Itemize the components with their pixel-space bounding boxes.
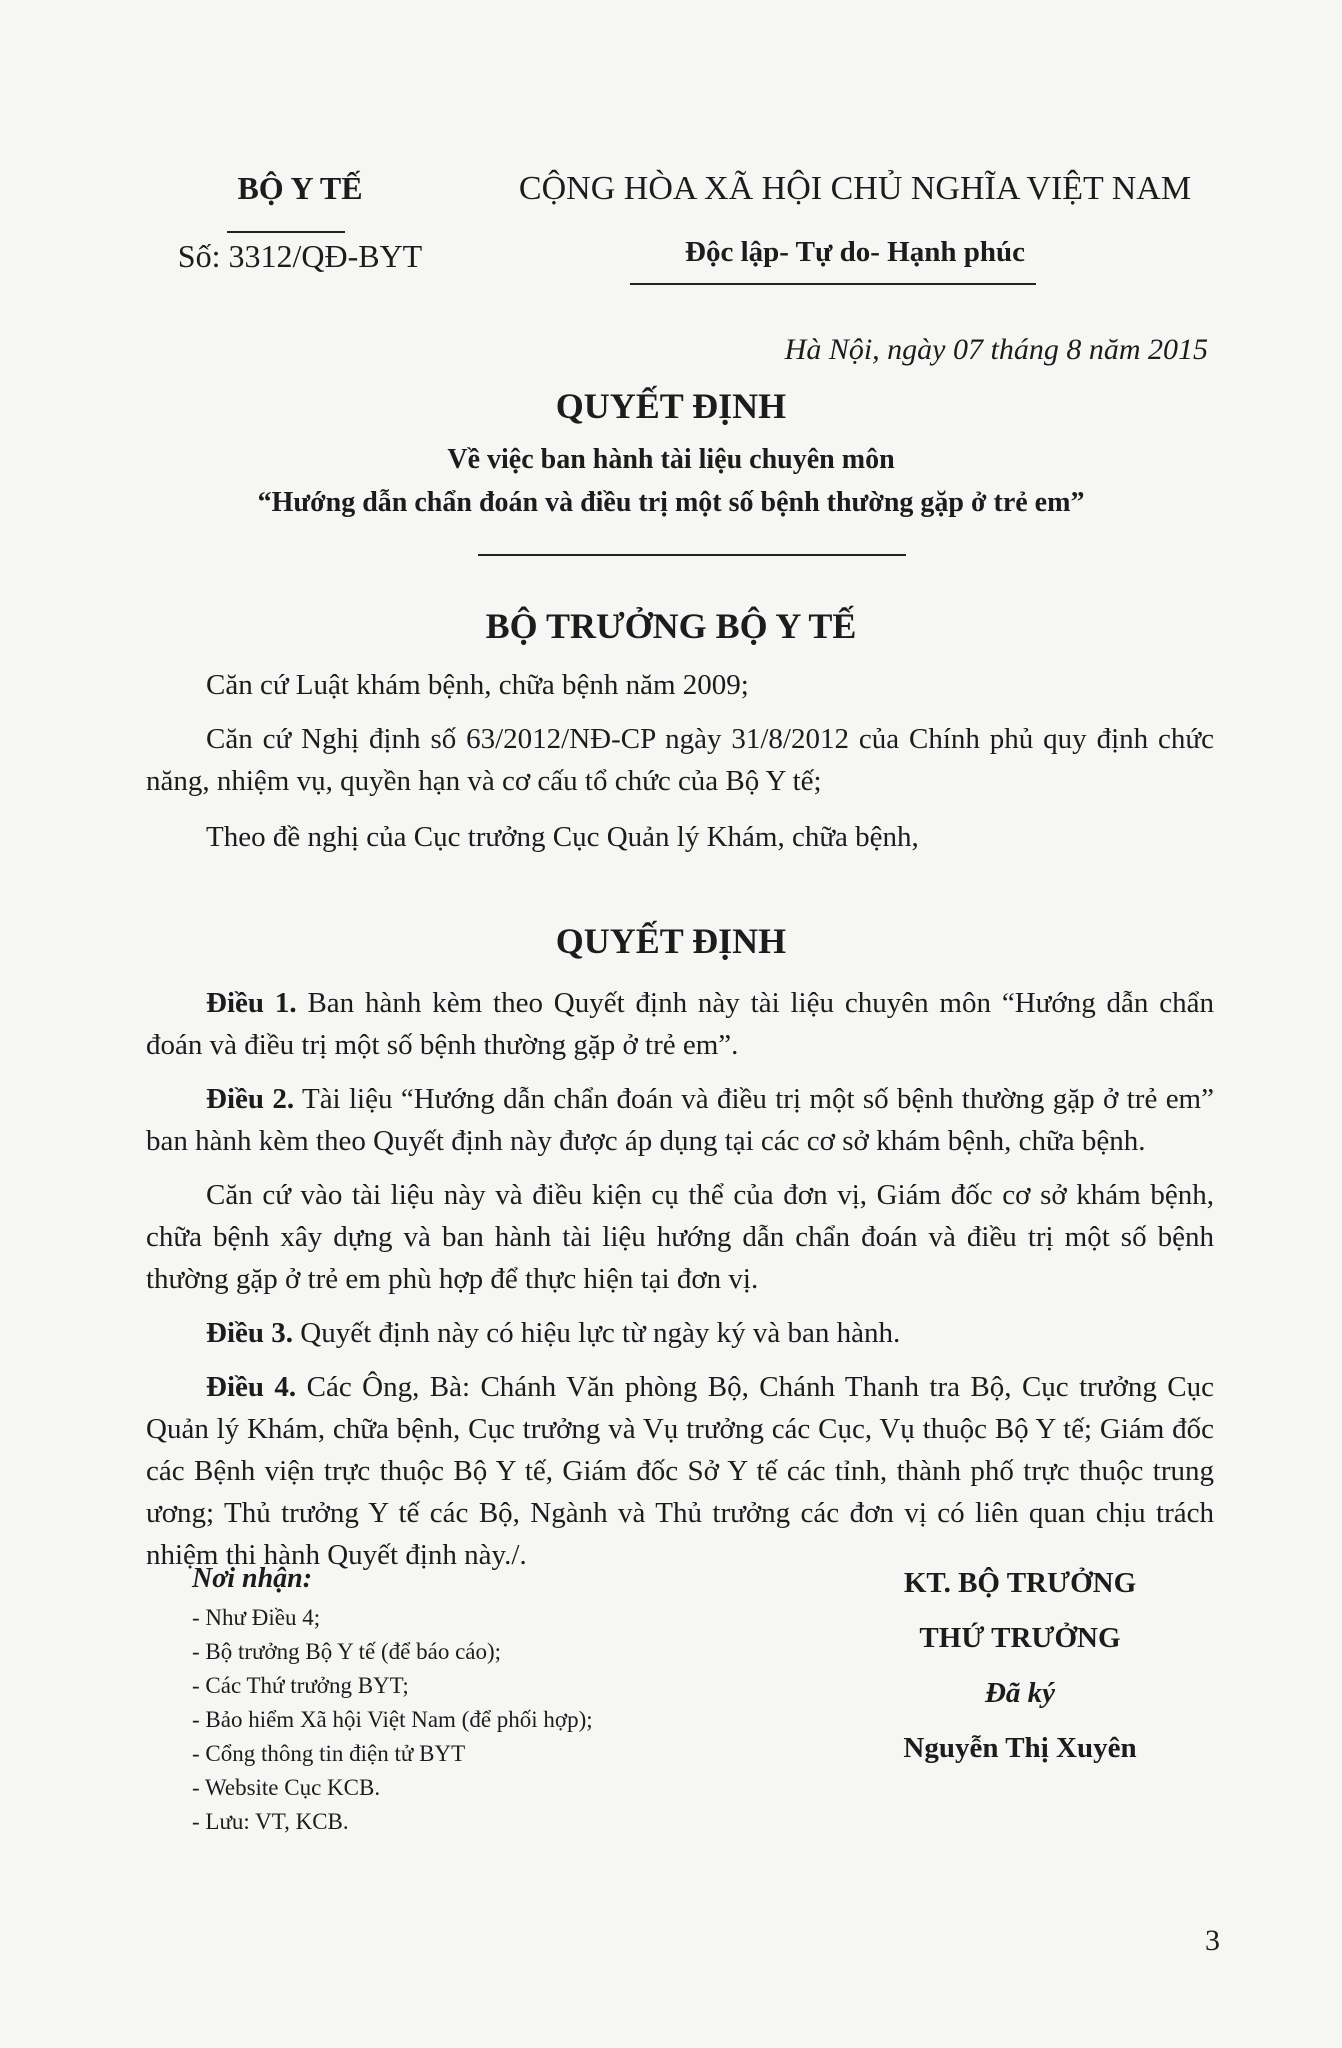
receiver-item: - Bộ trưởng Bộ Y tế (để báo cáo); [192,1639,502,1664]
basis-item: Căn cứ Nghị định số 63/2012/NĐ-CP ngày 31/8/2012 của Chính phủ quy định chức năng, nhiệm vụ, quyền hạn và cơ cấu tổ chức của Bộ Y tế; [146,723,1214,797]
org-underline [227,231,345,233]
receivers-block [192,1563,712,1839]
receiver-item: - Bảo hiểm Xã hội Việt Nam (để phối hợp); [192,1707,593,1732]
issue-date: Hà Nội, ngày 07 tháng 8 năm 2015 [784,333,1208,366]
basis-list [146,664,1214,858]
article-text: Quyết định này có hiệu lực từ ngày ký và ban hành. [293,1317,901,1349]
article-1 [146,982,1214,1066]
receiver-item: - Lưu: VT, KCB. [192,1809,349,1834]
receivers-title: Nơi nhận: [192,1563,313,1594]
article-text: Ban hành kèm theo Quyết định này tài liệu chuyên môn “Hướng dẫn chẩn đoán và điều trị một số bệnh thường gặp ở trẻ em”. [146,987,1215,1061]
article-2-paragraph-2 [146,1174,1214,1300]
article-text: Tài liệu “Hướng dẫn chẩn đoán và điều trị một số bệnh thường gặp ở trẻ em” ban hành kèm theo Quyết định này được áp dụng tại các cơ sở khám bệnh, chữa bệnh. [146,1083,1214,1157]
receiver-item: - Các Thứ trưởng BYT; [192,1673,409,1698]
subject-line-2: “Hướng dẫn chẩn đoán và điều trị một số bệnh thường gặp ở trẻ em” [257,487,1085,518]
subject-line-1: Về việc ban hành tài liệu chuyên môn [447,444,895,475]
articles [146,982,1214,1576]
page-number: 3 [1205,1924,1220,1957]
signer-title: THỨ TRƯỞNG [919,1622,1121,1654]
article-text: Căn cứ vào tài liệu này và điều kiện cụ thể của đơn vị, Giám đốc cơ sở khám bệnh, chữa bệnh xây dựng và ban hành tài liệu hướng dẫn chẩn đoán và điều trị một số bệnh thường gặp ở trẻ em phù hợp để thực hiện tại đơn vị. [146,1179,1214,1295]
article-4 [146,1366,1214,1576]
article-text: Các Ông, Bà: Chánh Văn phòng Bộ, Chánh Thanh tra Bộ, Cục trưởng Cục Quản lý Khám, chữa bệnh, Cục trưởng và Vụ trưởng các Cục, Vụ thuộc Bộ Y tế; Giám đốc các Bệnh viện trực thuộc Bộ Y tế, Giám đốc Sở Y tế các tỉnh, thành phố trực thuộc trung ương; Thủ trưởng Y tế các Bộ, Ngành và Thủ trưởng các đơn vị có liên quan chịu trách nhiệm thi hành Quyết định này./. [146,1371,1214,1571]
basis-item: Căn cứ Luật khám bệnh, chữa bệnh năm 2009; [206,669,749,701]
national-title: CỘNG HÒA XÃ HỘI CHỦ NGHĨA VIỆT NAM [518,170,1192,207]
decision-heading: QUYẾT ĐỊNH [555,921,787,961]
authority-heading: BỘ TRƯỞNG BỘ Y TẾ [485,606,857,646]
article-label: Điều 1. [206,987,297,1019]
signer-authority: KT. BỘ TRƯỞNG [903,1567,1137,1599]
receiver-item: - Như Điều 4; [192,1605,321,1630]
article-2 [146,1078,1214,1162]
decision-title: QUYẾT ĐỊNH [555,386,787,426]
issuing-organization: BỘ Y TẾ [237,170,363,206]
receiver-item: - Website Cục KCB. [192,1775,381,1800]
basis-item: Theo đề nghị của Cục trưởng Cục Quản lý Khám, chữa bệnh, [206,821,919,853]
receiver-item: - Cổng thông tin điện tử BYT [192,1741,466,1766]
article-label: Điều 2. [206,1083,295,1115]
article-3 [146,1312,1214,1354]
motto-underline [630,283,1036,285]
article-label: Điều 4. [206,1371,297,1403]
national-motto: Độc lập- Tự do- Hạnh phúc [685,236,1025,268]
document-number: Số: 3312/QĐ-BYT [177,238,423,274]
subject-underline [478,554,906,556]
article-label: Điều 3. [206,1317,293,1349]
signature-block [810,1556,1230,1776]
signed-mark: Đã ký [984,1677,1056,1709]
signer-name: Nguyễn Thị Xuyên [903,1732,1137,1764]
